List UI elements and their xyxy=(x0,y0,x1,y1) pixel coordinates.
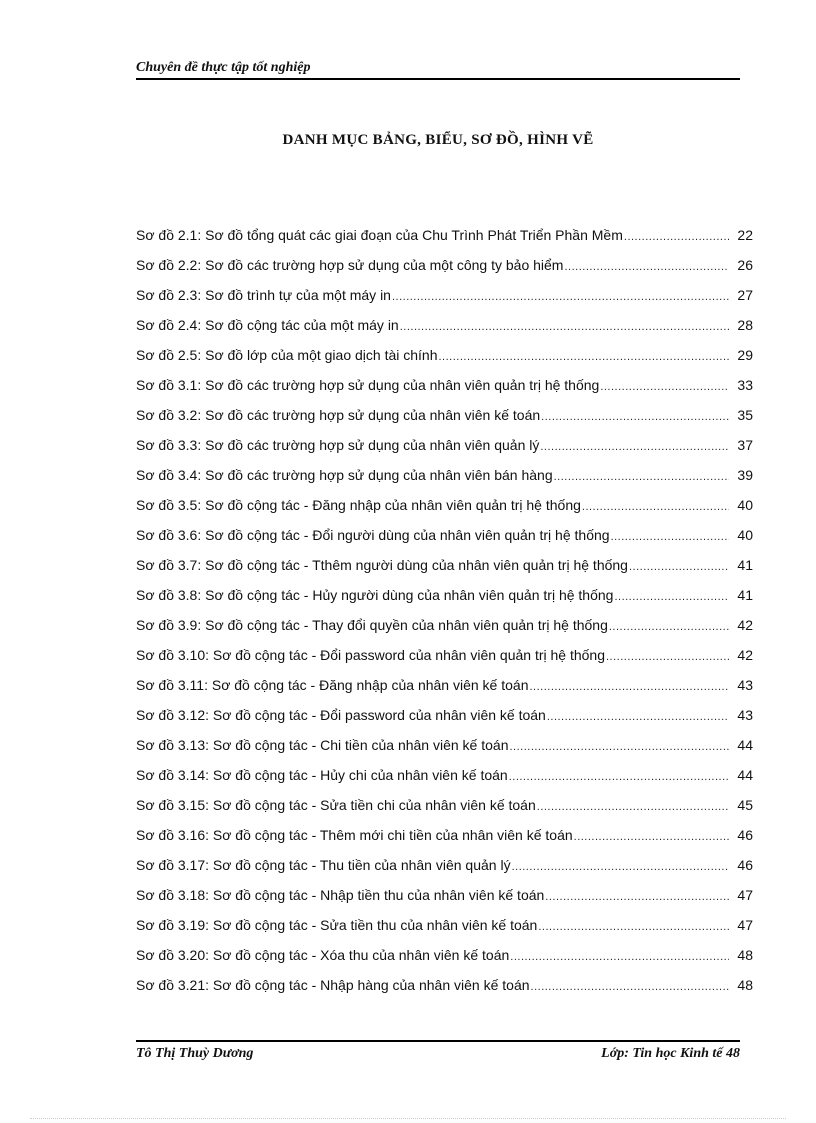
page-edge-rule xyxy=(30,1118,786,1119)
toc-entry[interactable] xyxy=(136,917,753,947)
toc-entry-label: Sơ đồ 3.9: Sơ đồ cộng tác - Thay đổi quyền của nhân viên quản trị hệ thống xyxy=(136,617,608,633)
toc-entry-page: 46 xyxy=(737,827,753,843)
toc-entry-label: Sơ đồ 3.14: Sơ đồ cộng tác - Hủy chi của nhân viên kế toán xyxy=(136,767,508,783)
toc-dot-leader xyxy=(629,561,729,573)
toc-entry-page: 47 xyxy=(737,917,753,933)
toc-dot-leader xyxy=(554,471,729,483)
toc-entry-page: 44 xyxy=(737,737,753,753)
toc-entry-page: 48 xyxy=(737,977,753,993)
toc-entry[interactable] xyxy=(136,587,753,617)
toc-dot-leader xyxy=(509,741,729,753)
toc-dot-leader xyxy=(400,321,729,333)
toc-entry-label: Sơ đồ 3.15: Sơ đồ cộng tác - Sửa tiền chi của nhân viên kế toán xyxy=(136,797,536,813)
toc-entry-label: Sơ đồ 3.2: Sơ đồ các trường hợp sử dụng của nhân viên kế toán xyxy=(136,407,541,423)
toc-dot-leader xyxy=(609,621,729,633)
toc-entry[interactable] xyxy=(136,977,753,1007)
toc-dot-leader xyxy=(537,801,729,813)
toc-dot-leader xyxy=(512,861,729,873)
toc-dot-leader xyxy=(574,831,729,843)
toc-dot-leader xyxy=(540,441,729,453)
toc-dot-leader xyxy=(392,291,729,303)
toc-entry-page: 40 xyxy=(737,497,753,513)
toc-dot-leader xyxy=(582,501,729,513)
toc-entry-page: 44 xyxy=(737,767,753,783)
toc-entry-label: Sơ đồ 3.21: Sơ đồ cộng tác - Nhập hàng của nhân viên kế toán xyxy=(136,977,530,993)
toc-entry[interactable] xyxy=(136,467,753,497)
page-header xyxy=(136,60,740,80)
toc-entry-page: 40 xyxy=(737,527,753,543)
toc-dot-leader xyxy=(611,531,729,543)
toc-entry-label: Sơ đồ 3.6: Sơ đồ cộng tác - Đổi người dùng của nhân viên quản trị hệ thống xyxy=(136,527,610,543)
header-text: Chuyên đề thực tập tốt nghiệp xyxy=(136,60,311,75)
toc-entry-label: Sơ đồ 2.5: Sơ đồ lớp của một giao dịch tài chính xyxy=(136,347,438,363)
toc-entry[interactable] xyxy=(136,647,753,677)
toc-entry-label: Sơ đồ 2.1: Sơ đồ tổng quát các giai đoạn của Chu Trình Phát Triển Phần Mềm xyxy=(136,227,623,243)
toc-entry[interactable] xyxy=(136,497,753,527)
toc-entry-page: 33 xyxy=(737,377,753,393)
toc-dot-leader xyxy=(439,351,730,363)
toc-entry[interactable] xyxy=(136,887,753,917)
toc-entry[interactable] xyxy=(136,287,753,317)
toc-dot-leader xyxy=(564,261,729,273)
toc-entry-page: 26 xyxy=(737,257,753,273)
toc-entry-page: 48 xyxy=(737,947,753,963)
toc-entry-page: 42 xyxy=(737,617,753,633)
page-footer xyxy=(136,1040,740,1062)
toc-dot-leader xyxy=(624,231,729,243)
toc-entry[interactable] xyxy=(136,407,753,437)
toc-entry[interactable] xyxy=(136,677,753,707)
toc-entry-page: 46 xyxy=(737,857,753,873)
toc-entry[interactable] xyxy=(136,857,753,887)
toc-entry-label: Sơ đồ 2.2: Sơ đồ các trường hợp sử dụng của một công ty bảo hiểm xyxy=(136,257,564,273)
toc-entry[interactable] xyxy=(136,947,753,977)
toc-entry-label: Sơ đồ 3.17: Sơ đồ cộng tác - Thu tiền của nhân viên quản lý xyxy=(136,857,511,873)
toc-entry-label: Sơ đồ 3.8: Sơ đồ cộng tác - Hủy người dùng của nhân viên quản trị hệ thống xyxy=(136,587,614,603)
toc-dot-leader xyxy=(531,981,729,993)
toc-dot-leader xyxy=(545,891,729,903)
toc-entry-page: 37 xyxy=(737,437,753,453)
toc-entry-label: Sơ đồ 2.4: Sơ đồ cộng tác của một máy in xyxy=(136,317,399,333)
toc-dot-leader xyxy=(606,651,729,663)
toc-entry-label: Sơ đồ 3.4: Sơ đồ các trường hợp sử dụng của nhân viên bán hàng xyxy=(136,467,553,483)
toc-entry-label: Sơ đồ 3.12: Sơ đồ cộng tác - Đổi password của nhân viên kế toán xyxy=(136,707,546,723)
toc-dot-leader xyxy=(614,591,729,603)
toc-entry-label: Sơ đồ 3.7: Sơ đồ cộng tác - Tthêm người dùng của nhân viên quản trị hệ thống xyxy=(136,557,628,573)
toc-entry[interactable] xyxy=(136,767,753,797)
toc-entry-page: 45 xyxy=(737,797,753,813)
toc-entry-label: Sơ đồ 3.10: Sơ đồ cộng tác - Đổi password của nhân viên quản trị hệ thống xyxy=(136,647,605,663)
toc-entry[interactable] xyxy=(136,557,753,587)
toc-entry-page: 29 xyxy=(737,347,753,363)
toc-entry[interactable] xyxy=(136,437,753,467)
toc-dot-leader xyxy=(538,921,729,933)
toc-entry-label: Sơ đồ 3.18: Sơ đồ cộng tác - Nhập tiền thu của nhân viên kế toán xyxy=(136,887,545,903)
toc-dot-leader xyxy=(541,411,729,423)
toc-entry[interactable] xyxy=(136,377,753,407)
toc-entry[interactable] xyxy=(136,797,753,827)
toc-entry-label: Sơ đồ 3.16: Sơ đồ cộng tác - Thêm mới chi tiền của nhân viên kế toán xyxy=(136,827,573,843)
toc-entry-page: 28 xyxy=(737,317,753,333)
toc-entry[interactable] xyxy=(136,737,753,767)
toc-entry-page: 43 xyxy=(737,707,753,723)
page-title: DANH MỤC BẢNG, BIỂU, SƠ ĐỒ, HÌNH VẼ xyxy=(282,132,594,148)
toc-entry-page: 22 xyxy=(737,227,753,243)
table-of-figures xyxy=(136,227,753,1007)
toc-entry[interactable] xyxy=(136,707,753,737)
toc-entry[interactable] xyxy=(136,527,753,557)
toc-dot-leader xyxy=(547,711,729,723)
toc-entry-label: Sơ đồ 2.3: Sơ đồ trình tự của một máy in xyxy=(136,287,391,303)
toc-entry-page: 39 xyxy=(737,467,753,483)
toc-dot-leader xyxy=(529,681,729,693)
toc-entry-page: 41 xyxy=(737,557,753,573)
toc-entry-page: 47 xyxy=(737,887,753,903)
toc-entry[interactable] xyxy=(136,317,753,347)
toc-entry-page: 43 xyxy=(737,677,753,693)
toc-entry-label: Sơ đồ 3.11: Sơ đồ cộng tác - Đăng nhập của nhân viên kế toán xyxy=(136,677,529,693)
footer-class: Lớp: Tin học Kinh tế 48 xyxy=(601,1046,740,1061)
toc-entry[interactable] xyxy=(136,827,753,857)
toc-entry[interactable] xyxy=(136,257,753,287)
toc-entry[interactable] xyxy=(136,227,753,257)
toc-entry[interactable] xyxy=(136,617,753,647)
toc-entry-label: Sơ đồ 3.3: Sơ đồ các trường hợp sử dụng của nhân viên quản lý xyxy=(136,437,540,453)
toc-entry-label: Sơ đồ 3.1: Sơ đồ các trường hợp sử dụng của nhân viên quản trị hệ thống xyxy=(136,377,600,393)
toc-entry-label: Sơ đồ 3.13: Sơ đồ cộng tác - Chi tiền của nhân viên kế toán xyxy=(136,737,509,753)
toc-entry-label: Sơ đồ 3.20: Sơ đồ cộng tác - Xóa thu của nhân viên kế toán xyxy=(136,947,510,963)
toc-dot-leader xyxy=(509,771,729,783)
toc-dot-leader xyxy=(600,381,729,393)
toc-entry-page: 35 xyxy=(737,407,753,423)
toc-entry-page: 42 xyxy=(737,647,753,663)
toc-entry-label: Sơ đồ 3.19: Sơ đồ cộng tác - Sửa tiền thu của nhân viên kế toán xyxy=(136,917,538,933)
footer-author: Tô Thị Thuỳ Dương xyxy=(136,1046,254,1061)
toc-dot-leader xyxy=(510,951,729,963)
toc-entry-label: Sơ đồ 3.5: Sơ đồ cộng tác - Đăng nhập của nhân viên quản trị hệ thống xyxy=(136,497,581,513)
toc-entry[interactable] xyxy=(136,347,753,377)
toc-entry-page: 41 xyxy=(737,587,753,603)
toc-entry-page: 27 xyxy=(737,287,753,303)
